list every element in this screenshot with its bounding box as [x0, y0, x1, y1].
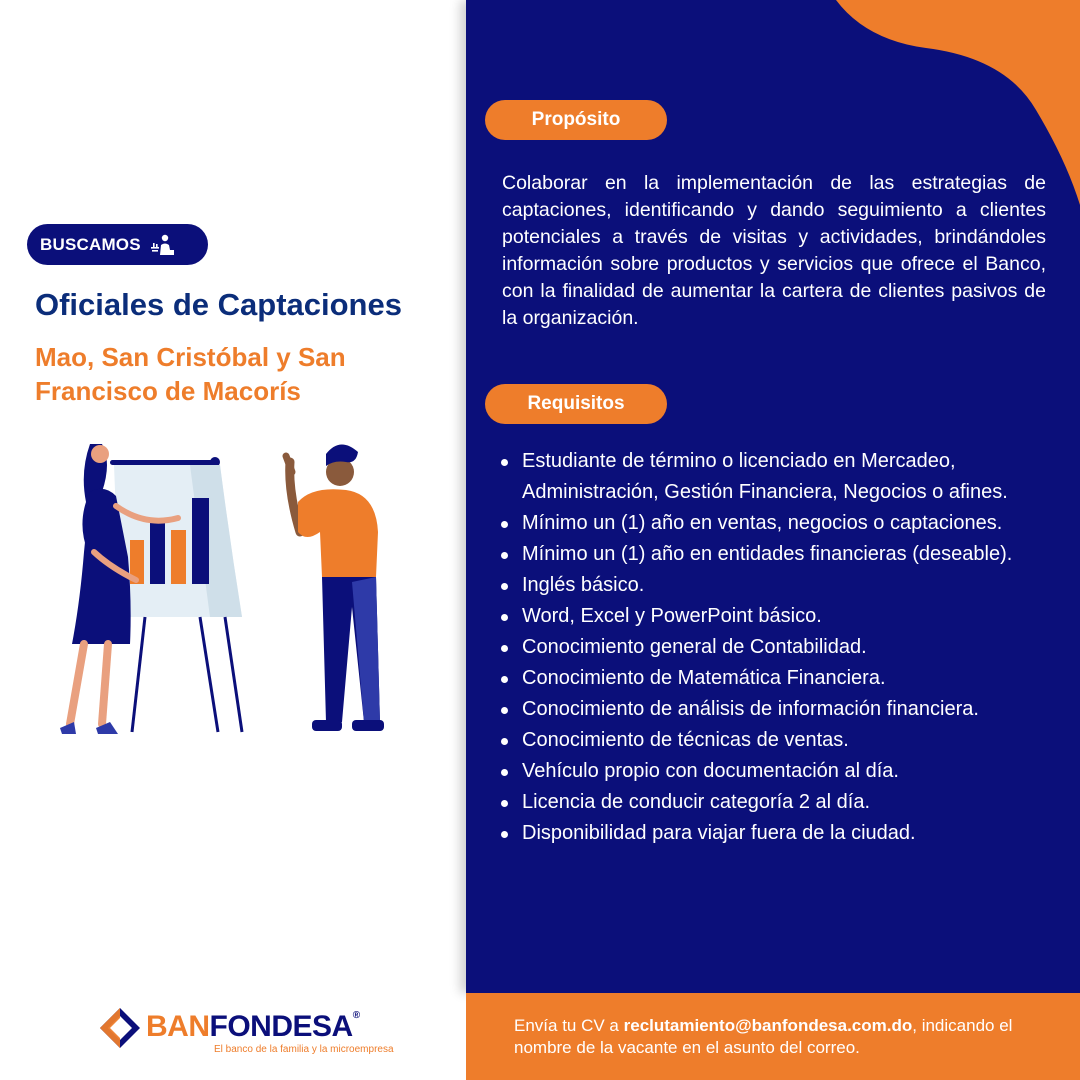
footer-text [514, 1015, 1054, 1059]
banfondesa-logo [96, 1004, 394, 1060]
logo-tagline: El banco de la familia y la microempresa [214, 1044, 394, 1055]
requirement-item: Conocimiento de técnicas de ventas. [500, 725, 1060, 756]
footer-prefix: Envía tu CV a [514, 1016, 624, 1035]
proposito-heading: Propósito [485, 100, 667, 140]
requisitos-heading: Requisitos [485, 384, 667, 424]
banfondesa-mark-icon [96, 1004, 144, 1052]
requirement-item: Word, Excel y PowerPoint básico. [500, 601, 1060, 632]
requirement-item: Conocimiento de análisis de información financiera. [500, 694, 1060, 725]
requirement-item: Mínimo un (1) año en ventas, negocios o captaciones. [500, 508, 1060, 539]
footer-bar [466, 993, 1080, 1080]
requirements-list [500, 446, 1060, 849]
purpose-text: Colaborar en la implementación de las estrategias de captaciones, identificando y dando seguimiento a clientes potenciales a través de visitas y actividades, brindándoles información sobre productos y servicios que ofrece el Banco, con la finalidad de aumentar la cartera de clientes pasivos de la organización. [502, 172, 1046, 329]
requirement-item: Conocimiento de Matemática Financiera. [500, 663, 1060, 694]
requirement-item: Estudiante de término o licenciado en Mercadeo, Administración, Gestión Financiera, Negocios o afines. [500, 446, 1060, 508]
logo-registered: ® [352, 1010, 360, 1021]
presentation-chart-people-illustration [50, 432, 410, 742]
buscamos-label: BUSCAMOS [40, 234, 141, 254]
logo-wordmark [146, 1010, 360, 1044]
requirement-item: Mínimo un (1) año en entidades financieras (deseable). [500, 539, 1060, 570]
logo-ban: BAN [146, 1010, 210, 1043]
requirement-item: Inglés básico. [500, 570, 1060, 601]
footer-suffix: , indicando el nombre de la vacante en el asunto del correo. [514, 1016, 1013, 1057]
requirement-item: Licencia de conducir categoría 2 al día. [500, 787, 1060, 818]
requirement-item: Vehículo propio con documentación al día. [500, 756, 1060, 787]
person-at-desk-icon [150, 233, 176, 257]
job-location: Mao, San Cristóbal y San Francisco de Macorís [35, 342, 346, 406]
requirement-item: Conocimiento general de Contabilidad. [500, 632, 1060, 663]
job-title: Oficiales de Captaciones [35, 287, 402, 322]
buscamos-badge [27, 224, 208, 265]
recruitment-email-link[interactable]: reclutamiento@banfondesa.com.do [623, 1016, 913, 1035]
left-panel [0, 0, 466, 1080]
requirement-item: Disponibilidad para viajar fuera de la ciudad. [500, 818, 1060, 849]
logo-fondesa: FONDESA [209, 1010, 353, 1043]
